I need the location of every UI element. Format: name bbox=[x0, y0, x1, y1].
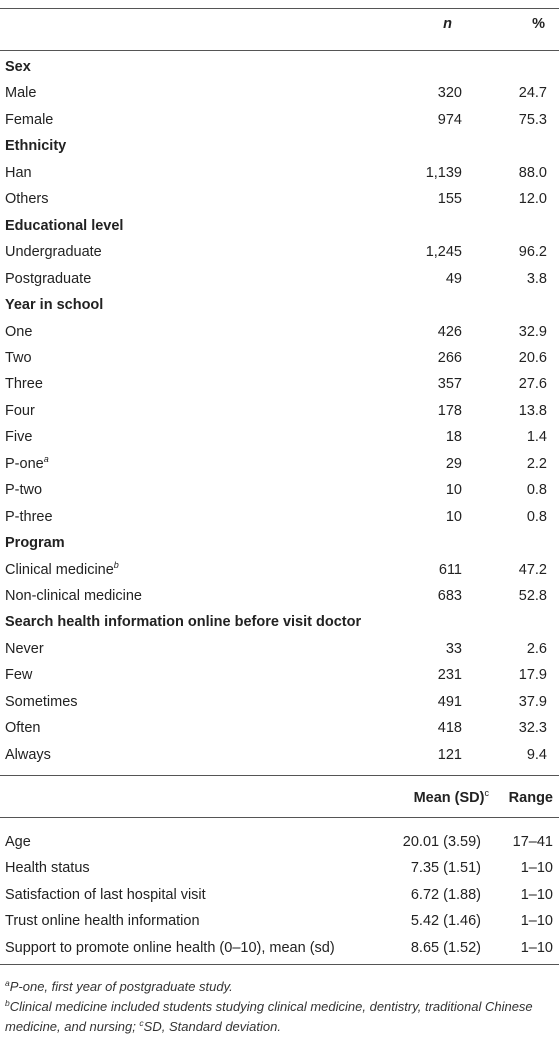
table-row bbox=[0, 160, 559, 187]
table-row bbox=[0, 80, 559, 107]
table-row bbox=[0, 451, 559, 478]
count-cell: 121 bbox=[437, 746, 462, 763]
count-cell: 611 bbox=[438, 561, 462, 578]
row-label-text: Undergraduate bbox=[5, 244, 102, 261]
section-title: Program bbox=[5, 535, 65, 552]
row-label-text: Others bbox=[5, 191, 49, 208]
row-label-text: Never bbox=[5, 640, 44, 657]
count-cell: 491 bbox=[437, 693, 462, 710]
table-row bbox=[0, 398, 559, 425]
table-row bbox=[0, 107, 559, 134]
table-row bbox=[0, 371, 559, 398]
table-row bbox=[0, 882, 559, 909]
row-label bbox=[5, 186, 49, 213]
row-label bbox=[5, 742, 51, 769]
count-cell: 320 bbox=[437, 85, 462, 102]
mean-sd-cell: 7.35 (1.51) bbox=[410, 860, 481, 877]
row-label-text: Clinical medicine bbox=[5, 561, 114, 578]
table-row bbox=[0, 345, 559, 372]
header-range: Range bbox=[508, 790, 553, 806]
percent-cell: 3.8 bbox=[526, 270, 547, 287]
mid-rule bbox=[0, 775, 559, 776]
table-row bbox=[0, 662, 559, 689]
range-cell: 1–10 bbox=[520, 860, 553, 877]
row-label: Trust online health information bbox=[5, 913, 200, 930]
row-label-text: Always bbox=[5, 746, 51, 763]
header2-rule bbox=[0, 817, 559, 818]
percent-cell: 52.8 bbox=[518, 588, 547, 604]
footnote-mark: b bbox=[113, 559, 119, 570]
count-cell: 231 bbox=[437, 667, 462, 684]
header-row bbox=[0, 11, 559, 38]
row-label bbox=[5, 583, 142, 610]
table-row bbox=[0, 557, 559, 584]
row-label-text: Two bbox=[5, 349, 32, 366]
row-label bbox=[5, 80, 36, 107]
range-cell: 1–10 bbox=[520, 886, 553, 903]
percent-cell: 2.2 bbox=[526, 455, 547, 472]
header-mean-sd bbox=[414, 785, 489, 812]
table-row bbox=[0, 908, 559, 935]
percent-cell: 2.6 bbox=[526, 640, 547, 657]
row-label-text: P-three bbox=[5, 508, 53, 525]
section-heading bbox=[0, 133, 559, 160]
count-cell: 974 bbox=[437, 111, 462, 128]
row-label bbox=[5, 689, 78, 716]
row-label bbox=[5, 266, 91, 293]
top-rule bbox=[0, 8, 559, 9]
row-label bbox=[5, 371, 43, 398]
row-label bbox=[5, 160, 32, 187]
row-label bbox=[5, 662, 32, 689]
percent-cell: 96.2 bbox=[518, 244, 547, 261]
row-label bbox=[5, 451, 49, 478]
row-label-text: Han bbox=[5, 164, 32, 181]
footnote-b-text: Clinical medicine included students studying clinical medicine, dentistry, traditional Chinese medicine, and nursing; bbox=[5, 999, 533, 1034]
row-label-text: Male bbox=[5, 85, 37, 102]
row-label bbox=[5, 345, 32, 372]
percent-cell: 0.8 bbox=[526, 482, 547, 499]
count-cell: 178 bbox=[437, 402, 462, 419]
row-label-text: Female bbox=[5, 111, 54, 128]
percent-cell: 12.0 bbox=[518, 191, 547, 208]
footnotes bbox=[5, 977, 557, 1037]
row-label-text: P-two bbox=[5, 482, 43, 499]
footnote-a-mark: a bbox=[5, 978, 10, 988]
row-label bbox=[5, 424, 32, 451]
section-heading bbox=[0, 213, 559, 240]
count-cell: 29 bbox=[445, 455, 462, 472]
table-row bbox=[0, 424, 559, 451]
percent-cell: 32.3 bbox=[518, 720, 547, 737]
section-heading bbox=[0, 292, 559, 319]
bottom-rule bbox=[0, 964, 559, 965]
row-label bbox=[5, 715, 40, 742]
footnote-mark-c: c bbox=[484, 788, 489, 798]
footnote-b-mark: b bbox=[5, 998, 10, 1008]
table-row bbox=[0, 266, 559, 293]
range-cell: 1–10 bbox=[520, 939, 553, 956]
section-title: Educational level bbox=[5, 217, 124, 234]
footnote-a bbox=[5, 977, 557, 997]
footnote-c-text: SD, Standard deviation. bbox=[143, 1019, 281, 1034]
percent-cell: 0.8 bbox=[526, 508, 547, 525]
header-percent: % bbox=[532, 16, 545, 32]
table-row bbox=[0, 935, 559, 962]
count-cell: 357 bbox=[437, 376, 462, 393]
row-label-text: Non-clinical medicine bbox=[5, 588, 142, 604]
mean-sd-cell: 20.01 (3.59) bbox=[402, 834, 481, 850]
count-cell: 10 bbox=[445, 482, 462, 499]
table-row bbox=[0, 636, 559, 663]
count-cell: 49 bbox=[445, 270, 462, 287]
row-label bbox=[5, 504, 53, 531]
footnote-a-text: P-one, first year of postgraduate study. bbox=[9, 979, 233, 994]
count-cell: 1,245 bbox=[425, 244, 462, 261]
mean-sd-cell: 8.65 (1.52) bbox=[410, 939, 481, 956]
header-n: n bbox=[443, 16, 452, 32]
percent-cell: 37.9 bbox=[518, 693, 547, 710]
section-heading bbox=[0, 54, 559, 81]
row-label-text: Often bbox=[5, 720, 41, 737]
row-label bbox=[5, 319, 32, 346]
row-label: Age bbox=[5, 834, 31, 850]
section-title: Sex bbox=[5, 59, 31, 75]
row-label: Satisfaction of last hospital visit bbox=[5, 886, 206, 903]
table-row bbox=[0, 504, 559, 531]
percent-cell: 32.9 bbox=[518, 323, 547, 340]
table-row bbox=[0, 477, 559, 504]
header-mean-sd-text: Mean (SD) bbox=[413, 790, 485, 806]
row-label bbox=[5, 398, 35, 425]
table-row bbox=[0, 186, 559, 213]
range-cell: 17–41 bbox=[512, 834, 553, 850]
header2-row bbox=[0, 785, 559, 812]
percent-cell: 24.7 bbox=[518, 85, 547, 102]
row-label: Health status bbox=[5, 860, 90, 877]
count-cell: 426 bbox=[437, 323, 462, 340]
count-cell: 683 bbox=[437, 588, 462, 604]
row-label bbox=[5, 477, 42, 504]
row-label-text: Three bbox=[5, 376, 43, 393]
section-title: Search health information online before visit doctor bbox=[5, 614, 362, 631]
row-label bbox=[5, 636, 44, 663]
row-label-text: Postgraduate bbox=[5, 270, 92, 287]
table-row bbox=[0, 239, 559, 266]
table-row bbox=[0, 829, 559, 856]
row-label-text: Four bbox=[5, 402, 35, 419]
table-row bbox=[0, 689, 559, 716]
section-title: Ethnicity bbox=[5, 138, 67, 155]
count-cell: 33 bbox=[445, 640, 462, 657]
percent-cell: 9.4 bbox=[526, 746, 547, 763]
mean-sd-cell: 5.42 (1.46) bbox=[410, 913, 481, 930]
range-cell: 1–10 bbox=[520, 913, 553, 930]
count-cell: 1,139 bbox=[425, 164, 462, 181]
footnote-c-mark: c bbox=[139, 1018, 144, 1028]
row-label-text: Few bbox=[5, 667, 33, 684]
percent-cell: 47.2 bbox=[518, 561, 547, 578]
percent-cell: 27.6 bbox=[518, 376, 547, 393]
count-cell: 418 bbox=[437, 720, 462, 737]
percent-cell: 17.9 bbox=[518, 667, 547, 684]
percent-cell: 13.8 bbox=[518, 402, 547, 419]
row-label-text: One bbox=[5, 323, 33, 340]
table-row bbox=[0, 715, 559, 742]
row-label-text: Sometimes bbox=[5, 693, 78, 710]
row-label-text: Five bbox=[5, 429, 33, 446]
row-label: Support to promote online health (0–10), mean (sd) bbox=[5, 939, 335, 956]
count-cell: 10 bbox=[445, 508, 462, 525]
header-rule bbox=[0, 50, 559, 51]
count-cell: 18 bbox=[445, 429, 462, 446]
mean-sd-cell: 6.72 (1.88) bbox=[410, 886, 481, 903]
count-cell: 155 bbox=[437, 191, 462, 208]
percent-cell: 88.0 bbox=[518, 164, 547, 181]
table-row bbox=[0, 319, 559, 346]
row-label bbox=[5, 239, 102, 266]
percent-cell: 75.3 bbox=[518, 111, 547, 128]
footnote-b bbox=[5, 997, 557, 1037]
row-label-text: P-one bbox=[5, 455, 44, 472]
table-row bbox=[0, 855, 559, 882]
table-row bbox=[0, 742, 559, 769]
row-label bbox=[5, 557, 119, 584]
section-heading bbox=[0, 609, 559, 636]
footnote-mark: a bbox=[43, 453, 49, 464]
row-label bbox=[5, 107, 53, 134]
percent-cell: 1.4 bbox=[526, 429, 547, 446]
count-cell: 266 bbox=[437, 349, 462, 366]
section-heading bbox=[0, 530, 559, 557]
percent-cell: 20.6 bbox=[518, 349, 547, 366]
table-row bbox=[0, 583, 559, 610]
section-title: Year in school bbox=[5, 297, 104, 314]
